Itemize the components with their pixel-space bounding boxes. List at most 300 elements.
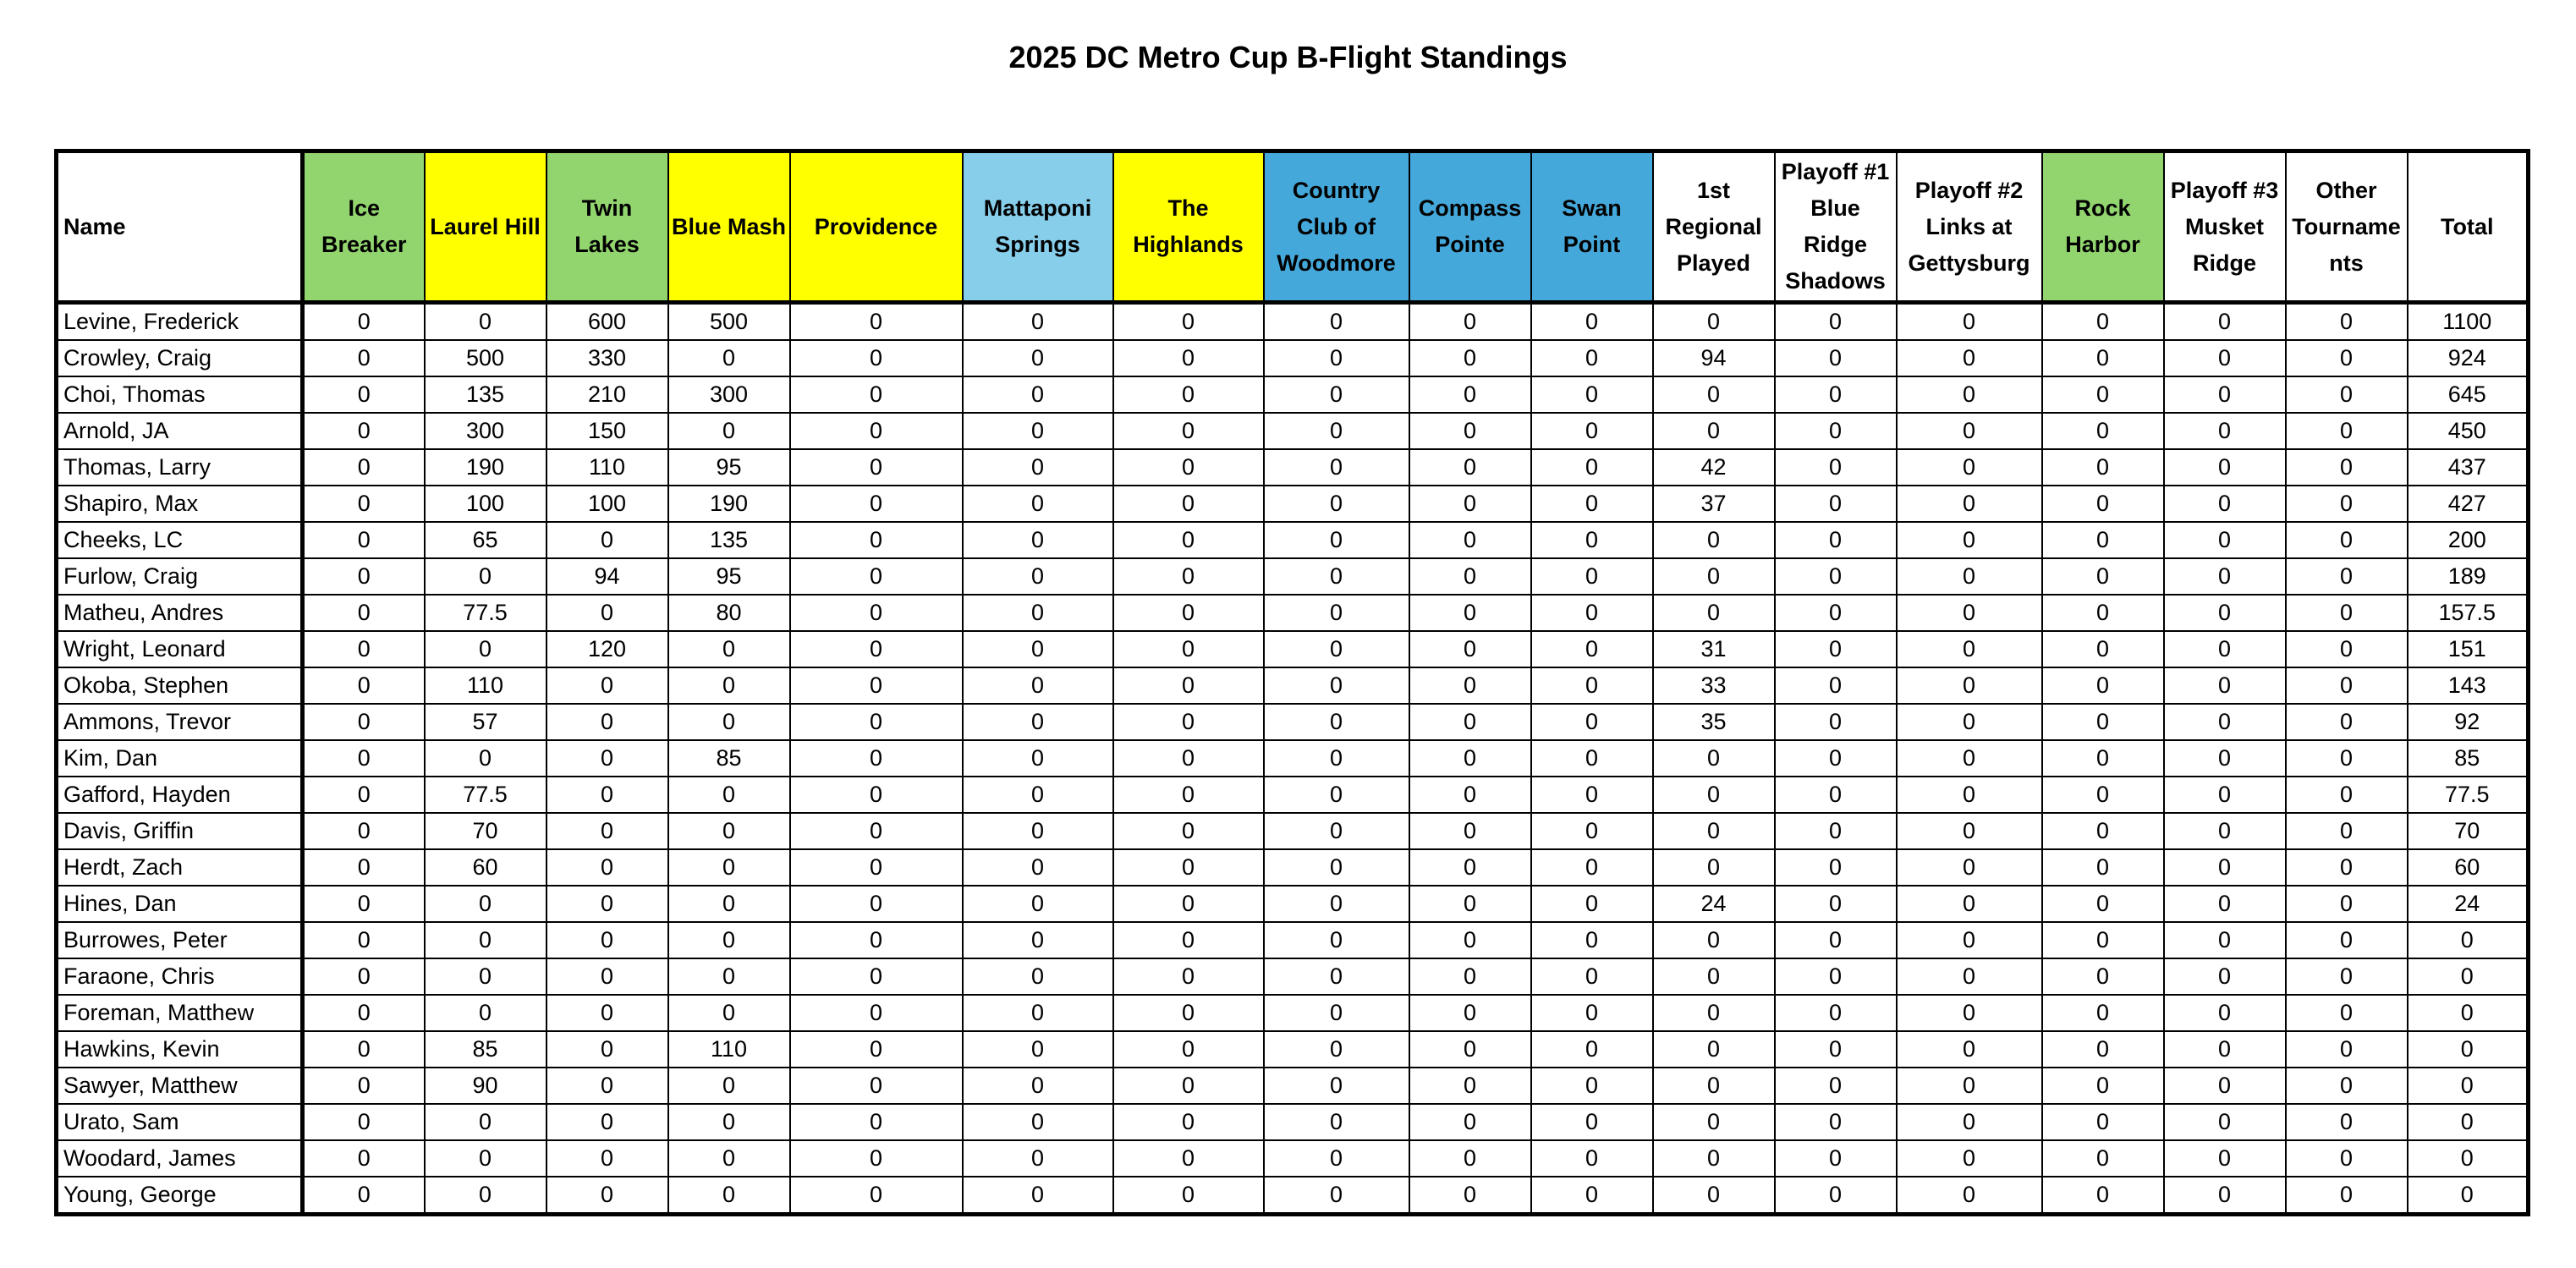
points-cell: 0	[1653, 995, 1775, 1031]
points-cell: 90	[425, 1068, 547, 1104]
column-header-line: nts	[2329, 250, 2364, 276]
total-cell: 437	[2408, 449, 2529, 486]
column-header	[2408, 151, 2529, 303]
points-cell: 0	[790, 849, 963, 886]
points-cell: 0	[547, 922, 668, 958]
table-row	[57, 1140, 2529, 1177]
column-header-line: Shadows	[1785, 268, 1886, 294]
points-cell: 0	[1775, 631, 1897, 667]
points-cell: 0	[1531, 813, 1653, 849]
total-cell: 157.5	[2408, 595, 2529, 631]
points-cell: 0	[1653, 303, 1775, 341]
points-cell: 0	[1264, 486, 1409, 522]
points-cell: 0	[963, 1177, 1113, 1215]
points-cell: 0	[2042, 740, 2164, 777]
points-cell: 0	[1775, 1177, 1897, 1215]
points-cell: 0	[1531, 631, 1653, 667]
column-header-line: Highlands	[1133, 232, 1244, 257]
points-cell: 0	[1897, 777, 2042, 813]
points-cell: 0	[1897, 1140, 2042, 1177]
points-cell: 0	[1531, 1104, 1653, 1140]
points-cell: 300	[668, 376, 790, 413]
points-cell: 0	[1531, 522, 1653, 558]
player-name-cell: Hawkins, Kevin	[57, 1031, 303, 1068]
points-cell: 0	[1113, 1068, 1264, 1104]
points-cell: 0	[790, 522, 963, 558]
player-name-cell: Okoba, Stephen	[57, 667, 303, 704]
total-cell: 0	[2408, 922, 2529, 958]
points-cell: 0	[1531, 1068, 1653, 1104]
points-cell: 0	[790, 740, 963, 777]
points-cell: 100	[425, 486, 547, 522]
points-cell: 0	[1897, 595, 2042, 631]
points-cell: 190	[425, 449, 547, 486]
player-name-cell: Young, George	[57, 1177, 303, 1215]
total-cell: 85	[2408, 740, 2529, 777]
points-cell: 0	[1113, 704, 1264, 740]
player-name-cell: Sawyer, Matthew	[57, 1068, 303, 1104]
points-cell: 0	[1264, 558, 1409, 595]
points-cell: 0	[1264, 303, 1409, 341]
points-cell: 0	[547, 777, 668, 813]
points-cell: 0	[2042, 813, 2164, 849]
points-cell: 0	[2164, 303, 2286, 341]
points-cell: 0	[1409, 486, 1531, 522]
points-cell: 0	[303, 777, 425, 813]
points-cell: 0	[1531, 340, 1653, 376]
points-cell: 0	[303, 558, 425, 595]
table-row	[57, 631, 2529, 667]
points-cell: 0	[1264, 376, 1409, 413]
points-cell: 0	[668, 340, 790, 376]
points-cell: 0	[1531, 376, 1653, 413]
points-cell: 0	[790, 303, 963, 341]
points-cell: 0	[2164, 486, 2286, 522]
points-cell: 0	[2042, 1177, 2164, 1215]
points-cell: 0	[790, 813, 963, 849]
points-cell: 0	[1113, 595, 1264, 631]
points-cell: 0	[1113, 376, 1264, 413]
player-name-cell: Choi, Thomas	[57, 376, 303, 413]
points-cell: 0	[1264, 667, 1409, 704]
table-row	[57, 340, 2529, 376]
column-header-line: Woodmore	[1277, 250, 1396, 276]
points-cell: 0	[2042, 376, 2164, 413]
points-cell: 0	[1653, 595, 1775, 631]
points-cell: 500	[668, 303, 790, 341]
points-cell: 0	[547, 813, 668, 849]
points-cell: 0	[963, 340, 1113, 376]
points-cell: 0	[1264, 631, 1409, 667]
player-name-cell: Matheu, Andres	[57, 595, 303, 631]
points-cell: 33	[1653, 667, 1775, 704]
points-cell: 0	[1113, 631, 1264, 667]
points-cell: 0	[425, 995, 547, 1031]
points-cell: 0	[2286, 849, 2408, 886]
points-cell: 0	[2042, 449, 2164, 486]
column-header-line: Total	[2441, 213, 2494, 239]
points-cell: 0	[668, 849, 790, 886]
points-cell: 0	[790, 704, 963, 740]
points-cell: 0	[2286, 777, 2408, 813]
points-cell: 0	[1653, 777, 1775, 813]
points-cell: 0	[2286, 449, 2408, 486]
points-cell: 0	[1264, 1068, 1409, 1104]
points-cell: 0	[2042, 340, 2164, 376]
points-cell: 0	[2286, 340, 2408, 376]
points-cell: 0	[1113, 1031, 1264, 1068]
column-header-line: Blue	[1810, 195, 1860, 221]
player-name-cell: Gafford, Hayden	[57, 777, 303, 813]
points-cell: 0	[1409, 740, 1531, 777]
points-cell: 0	[1775, 813, 1897, 849]
points-cell: 0	[1409, 631, 1531, 667]
total-cell: 0	[2408, 995, 2529, 1031]
points-cell: 0	[2042, 777, 2164, 813]
column-header-line: Rock	[2074, 195, 2131, 221]
total-cell: 92	[2408, 704, 2529, 740]
points-cell: 0	[1775, 704, 1897, 740]
points-cell: 0	[1264, 958, 1409, 995]
points-cell: 0	[425, 1140, 547, 1177]
points-cell: 0	[547, 1177, 668, 1215]
points-cell: 100	[547, 486, 668, 522]
player-name-cell: Furlow, Craig	[57, 558, 303, 595]
points-cell: 0	[1897, 1104, 2042, 1140]
points-cell: 60	[425, 849, 547, 886]
points-cell: 0	[1409, 413, 1531, 449]
points-cell: 0	[1653, 849, 1775, 886]
column-header-line: Laurel Hill	[430, 213, 541, 239]
points-cell: 0	[1653, 1177, 1775, 1215]
column-header	[1653, 151, 1775, 303]
points-cell: 0	[1775, 995, 1897, 1031]
points-cell: 0	[668, 704, 790, 740]
points-cell: 0	[1409, 958, 1531, 995]
points-cell: 0	[668, 1104, 790, 1140]
player-name-cell: Herdt, Zach	[57, 849, 303, 886]
total-cell: 924	[2408, 340, 2529, 376]
points-cell: 0	[1113, 449, 1264, 486]
table-body	[57, 303, 2529, 1215]
total-cell: 0	[2408, 1068, 2529, 1104]
points-cell: 0	[790, 667, 963, 704]
points-cell: 0	[963, 922, 1113, 958]
points-cell: 0	[1113, 1104, 1264, 1140]
points-cell: 0	[2286, 1031, 2408, 1068]
points-cell: 0	[2164, 922, 2286, 958]
points-cell: 0	[790, 1031, 963, 1068]
column-header-line: Club of	[1297, 213, 1376, 239]
points-cell: 0	[790, 995, 963, 1031]
points-cell: 0	[1775, 1104, 1897, 1140]
points-cell: 0	[1531, 1031, 1653, 1068]
column-header	[963, 151, 1113, 303]
points-cell: 0	[425, 922, 547, 958]
points-cell: 0	[1531, 1140, 1653, 1177]
column-header	[2042, 151, 2164, 303]
total-cell: 0	[2408, 1031, 2529, 1068]
points-cell: 0	[1264, 886, 1409, 922]
points-cell: 0	[2286, 1104, 2408, 1140]
column-header-line: Ice	[348, 195, 381, 221]
points-cell: 0	[425, 886, 547, 922]
points-cell: 0	[963, 1104, 1113, 1140]
points-cell: 24	[1653, 886, 1775, 922]
points-cell: 0	[2164, 595, 2286, 631]
column-header-name	[57, 151, 303, 303]
points-cell: 0	[963, 303, 1113, 341]
column-header	[1775, 151, 1897, 303]
points-cell: 0	[790, 1068, 963, 1104]
points-cell: 0	[668, 1068, 790, 1104]
points-cell: 0	[2042, 1068, 2164, 1104]
points-cell: 0	[303, 595, 425, 631]
total-cell: 645	[2408, 376, 2529, 413]
points-cell: 0	[1264, 740, 1409, 777]
points-cell: 0	[963, 449, 1113, 486]
total-cell: 143	[2408, 667, 2529, 704]
points-cell: 0	[303, 1068, 425, 1104]
points-cell: 0	[2164, 631, 2286, 667]
points-cell: 0	[2164, 340, 2286, 376]
points-cell: 0	[790, 595, 963, 631]
points-cell: 0	[547, 995, 668, 1031]
column-header-line: Name	[63, 213, 126, 239]
points-cell: 0	[2286, 995, 2408, 1031]
points-cell: 0	[1264, 813, 1409, 849]
points-cell: 0	[303, 667, 425, 704]
points-cell: 0	[2286, 486, 2408, 522]
points-cell: 0	[1775, 922, 1897, 958]
column-header-line: Lakes	[574, 232, 640, 257]
points-cell: 0	[963, 704, 1113, 740]
points-cell: 0	[1264, 522, 1409, 558]
points-cell: 0	[1113, 667, 1264, 704]
points-cell: 0	[1775, 303, 1897, 341]
total-cell: 24	[2408, 886, 2529, 922]
points-cell: 0	[1409, 777, 1531, 813]
column-header	[547, 151, 668, 303]
points-cell: 0	[1897, 558, 2042, 595]
points-cell: 0	[2164, 558, 2286, 595]
points-cell: 0	[1897, 849, 2042, 886]
points-cell: 0	[1113, 813, 1264, 849]
points-cell: 0	[2164, 667, 2286, 704]
total-cell: 77.5	[2408, 777, 2529, 813]
column-header	[303, 151, 425, 303]
points-cell: 37	[1653, 486, 1775, 522]
points-cell: 0	[668, 667, 790, 704]
column-header-line: Breaker	[321, 232, 407, 257]
table-row	[57, 1031, 2529, 1068]
points-cell: 0	[1897, 376, 2042, 413]
points-cell: 0	[963, 740, 1113, 777]
points-cell: 190	[668, 486, 790, 522]
points-cell: 95	[668, 558, 790, 595]
points-cell: 0	[2042, 1140, 2164, 1177]
table-row	[57, 413, 2529, 449]
points-cell: 0	[1113, 1140, 1264, 1177]
points-cell: 0	[303, 413, 425, 449]
points-cell: 0	[790, 958, 963, 995]
points-cell: 0	[2042, 922, 2164, 958]
player-name-cell: Arnold, JA	[57, 413, 303, 449]
points-cell: 0	[1409, 1031, 1531, 1068]
points-cell: 77.5	[425, 595, 547, 631]
points-cell: 0	[1113, 740, 1264, 777]
total-cell: 200	[2408, 522, 2529, 558]
table-row	[57, 522, 2529, 558]
points-cell: 0	[1653, 1031, 1775, 1068]
points-cell: 0	[1531, 413, 1653, 449]
table-row	[57, 1104, 2529, 1140]
points-cell: 0	[1775, 958, 1897, 995]
points-cell: 0	[668, 813, 790, 849]
table-row	[57, 849, 2529, 886]
points-cell: 0	[2042, 558, 2164, 595]
points-cell: 0	[1653, 1104, 1775, 1140]
points-cell: 0	[963, 522, 1113, 558]
table-row	[57, 1177, 2529, 1215]
points-cell: 0	[1409, 922, 1531, 958]
points-cell: 0	[2286, 1177, 2408, 1215]
column-header	[1897, 151, 2042, 303]
points-cell: 0	[1897, 813, 2042, 849]
points-cell: 0	[1897, 995, 2042, 1031]
column-header-line: Gettysburg	[1908, 250, 2030, 276]
column-header-line: Ridge	[2192, 250, 2256, 276]
points-cell: 0	[1531, 558, 1653, 595]
points-cell: 0	[1113, 777, 1264, 813]
player-name-cell: Davis, Griffin	[57, 813, 303, 849]
points-cell: 0	[2164, 376, 2286, 413]
player-name-cell: Woodard, James	[57, 1140, 303, 1177]
points-cell: 0	[303, 995, 425, 1031]
column-header	[1409, 151, 1531, 303]
points-cell: 210	[547, 376, 668, 413]
points-cell: 0	[1531, 849, 1653, 886]
points-cell: 0	[1897, 340, 2042, 376]
points-cell: 0	[1897, 486, 2042, 522]
points-cell: 0	[1409, 1068, 1531, 1104]
points-cell: 0	[1897, 631, 2042, 667]
points-cell: 0	[303, 1177, 425, 1215]
column-header-line: Springs	[995, 232, 1080, 257]
points-cell: 600	[547, 303, 668, 341]
column-header-line: The	[1167, 195, 1209, 221]
table-row	[57, 958, 2529, 995]
points-cell: 0	[1264, 1177, 1409, 1215]
points-cell: 0	[1531, 777, 1653, 813]
table-row	[57, 995, 2529, 1031]
column-header	[1264, 151, 1409, 303]
points-cell: 35	[1653, 704, 1775, 740]
points-cell: 0	[2164, 886, 2286, 922]
points-cell: 0	[2164, 522, 2286, 558]
points-cell: 0	[1775, 413, 1897, 449]
points-cell: 0	[425, 558, 547, 595]
column-header-line: Mattaponi	[983, 195, 1092, 221]
points-cell: 85	[425, 1031, 547, 1068]
points-cell: 0	[303, 849, 425, 886]
points-cell: 0	[425, 1177, 547, 1215]
points-cell: 0	[790, 1177, 963, 1215]
points-cell: 0	[2164, 1140, 2286, 1177]
points-cell: 0	[668, 958, 790, 995]
points-cell: 0	[2042, 849, 2164, 886]
points-cell: 0	[790, 486, 963, 522]
points-cell: 0	[1531, 667, 1653, 704]
points-cell: 0	[668, 995, 790, 1031]
points-cell: 0	[1409, 303, 1531, 341]
points-cell: 0	[2042, 886, 2164, 922]
points-cell: 0	[1409, 449, 1531, 486]
points-cell: 0	[303, 1104, 425, 1140]
points-cell: 0	[425, 1104, 547, 1140]
points-cell: 0	[303, 813, 425, 849]
points-cell: 94	[547, 558, 668, 595]
points-cell: 0	[303, 303, 425, 341]
player-name-cell: Ammons, Trevor	[57, 704, 303, 740]
table-row	[57, 740, 2529, 777]
points-cell: 0	[1409, 849, 1531, 886]
points-cell: 0	[1775, 667, 1897, 704]
points-cell: 0	[425, 958, 547, 995]
points-cell: 0	[1113, 558, 1264, 595]
points-cell: 0	[1264, 995, 1409, 1031]
points-cell: 0	[1531, 303, 1653, 341]
column-header-line: Harbor	[2065, 232, 2140, 257]
points-cell: 0	[1409, 558, 1531, 595]
table-row	[57, 922, 2529, 958]
table-row	[57, 704, 2529, 740]
table-row	[57, 486, 2529, 522]
total-cell: 60	[2408, 849, 2529, 886]
points-cell: 0	[963, 413, 1113, 449]
column-header	[1531, 151, 1653, 303]
points-cell: 0	[547, 1104, 668, 1140]
points-cell: 85	[668, 740, 790, 777]
points-cell: 0	[963, 667, 1113, 704]
points-cell: 0	[1775, 1031, 1897, 1068]
column-header	[1113, 151, 1264, 303]
points-cell: 0	[2164, 1104, 2286, 1140]
points-cell: 500	[425, 340, 547, 376]
points-cell: 0	[2286, 1140, 2408, 1177]
points-cell: 0	[790, 413, 963, 449]
points-cell: 0	[303, 740, 425, 777]
points-cell: 0	[547, 849, 668, 886]
points-cell: 0	[1113, 922, 1264, 958]
points-cell: 0	[1775, 1068, 1897, 1104]
points-cell: 0	[2042, 486, 2164, 522]
points-cell: 0	[547, 704, 668, 740]
points-cell: 0	[1653, 813, 1775, 849]
points-cell: 0	[1531, 922, 1653, 958]
points-cell: 0	[2042, 631, 2164, 667]
points-cell: 0	[1409, 340, 1531, 376]
points-cell: 0	[303, 886, 425, 922]
table-row	[57, 777, 2529, 813]
points-cell: 0	[2286, 595, 2408, 631]
column-header-line: Playoff #1	[1781, 159, 1890, 184]
points-cell: 0	[963, 777, 1113, 813]
player-name-cell: Crowley, Craig	[57, 340, 303, 376]
points-cell: 0	[1264, 1140, 1409, 1177]
points-cell: 0	[668, 631, 790, 667]
points-cell: 0	[1264, 340, 1409, 376]
